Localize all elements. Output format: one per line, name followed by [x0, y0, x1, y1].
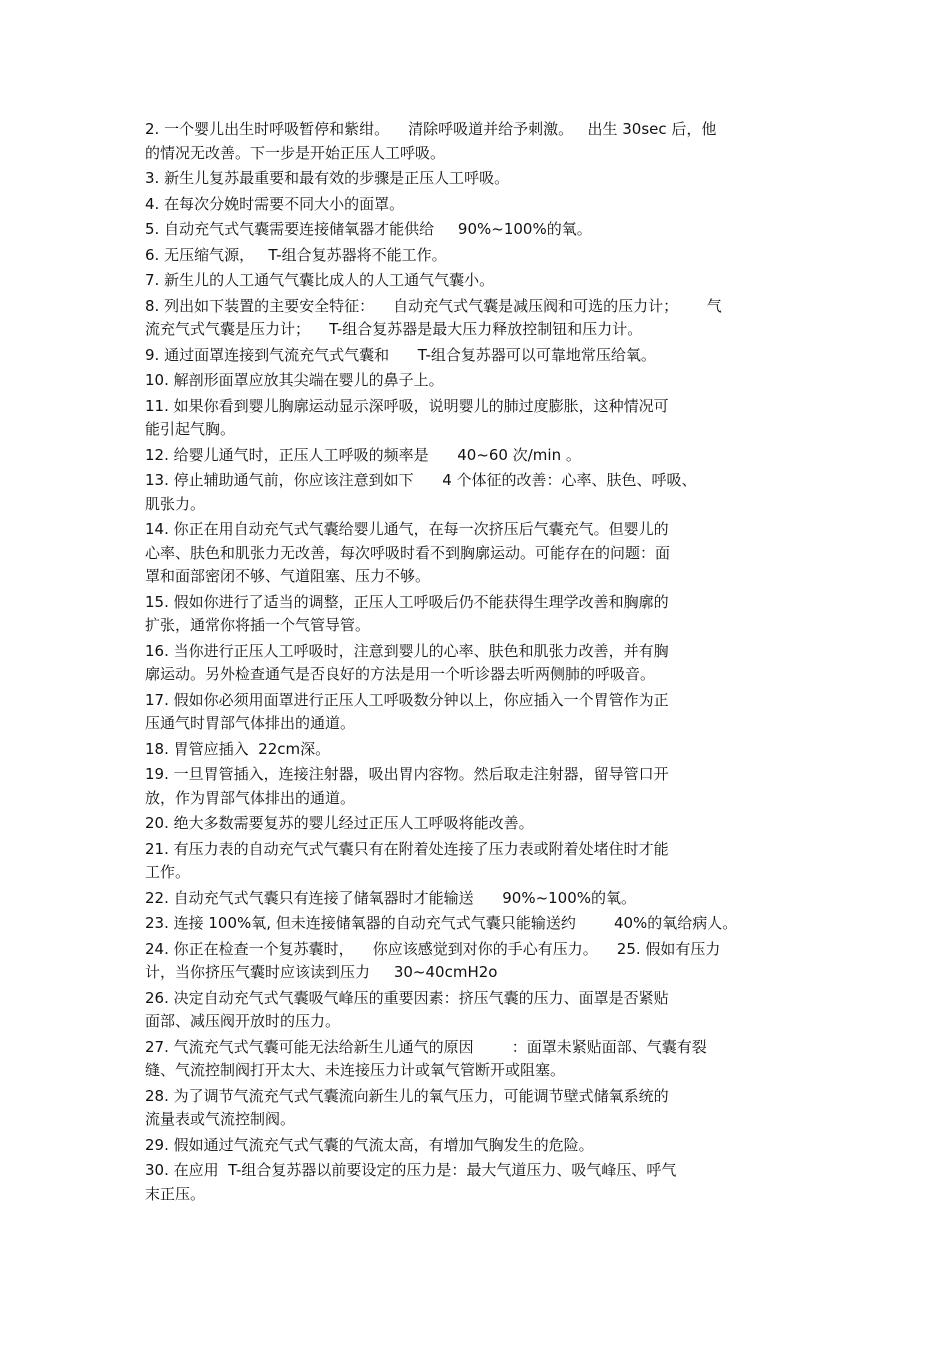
list-item [145, 193, 817, 217]
text-line: 29. 假如通过气流充气式气囊的气流太高，有增加气胸发生的危险。 [145, 1135, 594, 1154]
list-item [145, 395, 817, 442]
text-line: 18. 胃管应插入 22cm深。 [145, 739, 331, 758]
list-item [145, 591, 817, 638]
text-line: 末正压。 [145, 1184, 206, 1203]
text-line: 13. 停止辅助通气前，你应该注意到如下 4 个体征的改善：心率、肤色、呼吸、 [145, 471, 697, 489]
text-line: 8. 列出如下装置的主要安全特征： 自动充气式气囊是减压阀和可选的压力计； 气 [145, 296, 722, 315]
list-item [145, 912, 817, 936]
list-item [145, 812, 817, 836]
text-line: 28. 为了调节气流充气式气囊流向新生儿的氧气压力，可能调节壁式储氧系统的 [145, 1086, 669, 1105]
text-line: 3. 新生儿复苏最重要和最有效的步骤是正压人工呼吸。 [145, 169, 510, 187]
text-line: 26. 决定自动充气式气囊吸气峰压的重要因素：挤压气囊的压力、面罩是否紧贴 [145, 988, 669, 1007]
text-line: 30. 在应用 T-组合复苏器以前要设定的压力是：最大气道压力、吸气峰压、呼气 [145, 1161, 677, 1179]
list-item [145, 938, 817, 985]
list-item [145, 838, 817, 885]
text-line: 的情况无改善。下一步是开始正压人工呼吸。 [145, 143, 446, 162]
text-line: 工作。 [145, 863, 191, 881]
text-line: 缝、气流控制阀打开太大、未连接压力计或氧气管断开或阻塞。 [145, 1061, 566, 1079]
list-item [145, 269, 817, 293]
list-item [145, 444, 817, 468]
list-item [145, 689, 817, 736]
list-item [145, 118, 817, 165]
list-item [145, 1036, 817, 1083]
text-line: 6. 无压缩气源， T-组合复苏器将不能工作。 [145, 245, 447, 264]
text-line: 心率、肤色和肌张力无改善，每次呼吸时看不到胸廓运动。可能存在的问题：面 [145, 543, 671, 562]
text-line: 5. 自动充气式气囊需要连接储氧器才能供给 90%~100%的氧。 [145, 220, 592, 238]
text-line: 12. 给婴儿通气时，正压人工呼吸的频率是 40~60 次/min 。 [145, 445, 581, 464]
list-item [145, 987, 817, 1034]
text-line: 流量表或气流控制阀。 [145, 1110, 296, 1128]
list-item [145, 218, 817, 242]
text-line: 14. 你正在用自动充气式气囊给婴儿通气，在每一次挤压后气囊充气。但婴儿的 [145, 520, 669, 538]
text-line: 15. 假如你进行了适当的调整，正压人工呼吸后仍不能获得生理学改善和胸廓的 [145, 592, 669, 611]
list-item [145, 640, 817, 687]
text-line: 22. 自动充气式气囊只有连接了储氧器时才能输送 90%~100%的氧。 [145, 888, 637, 907]
list-item [145, 1085, 817, 1132]
text-line: 20. 绝大多数需要复苏的婴儿经过正压人工呼吸将能改善。 [145, 814, 534, 832]
list-item [145, 1159, 817, 1206]
text-line: 11. 如果你看到婴儿胸廓运动显示深呼吸，说明婴儿的肺过度膨胀，这种情况可 [145, 396, 669, 415]
text-line: 能引起气胸。 [145, 420, 236, 438]
text-line: 17. 假如你必须用面罩进行正压人工呼吸数分钟以上，你应插入一个胃管作为正 [145, 690, 669, 709]
list-item [145, 167, 817, 191]
text-line: 24. 你正在检查一个复苏囊时， 你应该感觉到对你的手心有压力。 25. 假如有压力 [145, 939, 721, 958]
text-line: 9. 通过面罩连接到气流充气式气囊和 T-组合复苏器可以可靠地常压给氧。 [145, 345, 656, 364]
list-item [145, 1134, 817, 1158]
list-item [145, 887, 817, 911]
text-line: 肌张力。 [145, 494, 206, 513]
question-list [145, 118, 817, 1208]
list-item [145, 295, 817, 342]
text-line: 2. 一个婴儿出生时呼吸暂停和紫绀。 清除呼吸道并给予刺激。 出生 30sec 后，他 [145, 120, 717, 138]
text-line: 19. 一旦胃管插入，连接注射器，吸出胃内容物。然后取走注射器，留导管口开 [145, 765, 669, 783]
list-item [145, 344, 817, 368]
list-item [145, 244, 817, 268]
text-line: 23. 连接 100%氧, 但未连接储氧器的自动充气式气囊只能输送约 40%的氧给病人。 [145, 914, 738, 932]
list-item [145, 518, 817, 589]
list-item [145, 763, 817, 810]
text-line: 27. 气流充气式气囊可能无法给新生儿通气的原因 ：面罩未紧贴面部、气囊有裂 [145, 1037, 707, 1056]
list-item [145, 738, 817, 762]
text-line: 流充气式气囊是压力计； T-组合复苏器是最大压力释放控制钮和压力计。 [145, 320, 643, 338]
text-line: 计，当你挤压气囊时应该读到压力 30~40cmH2o [145, 963, 498, 981]
list-item [145, 369, 817, 393]
text-line: 罩和面部密闭不够、气道阻塞、压力不够。 [145, 567, 431, 585]
text-line: 压通气时胃部气体排出的通道。 [145, 714, 356, 732]
text-line: 放，作为胃部气体排出的通道。 [145, 788, 356, 807]
text-line: 廓运动。另外检查通气是否良好的方法是用一个听诊器去听两侧肺的呼吸音。 [145, 665, 656, 683]
list-item [145, 469, 817, 516]
text-line: 21. 有压力表的自动充气式气囊只有在附着处连接了压力表或附着处堵住时才能 [145, 839, 669, 858]
text-line: 10. 解剖形面罩应放其尖端在婴儿的鼻子上。 [145, 371, 444, 389]
text-line: 7. 新生儿的人工通气气囊比成人的人工通气气囊小。 [145, 271, 495, 289]
text-line: 扩张，通常你将插一个气管导管。 [145, 616, 371, 634]
text-line: 面部、减压阀开放时的压力。 [145, 1012, 341, 1030]
text-line: 4. 在每次分娩时需要不同大小的面罩。 [145, 194, 405, 213]
text-line: 16. 当你进行正压人工呼吸时，注意到婴儿的心率、肤色和肌张力改善，并有胸 [145, 641, 669, 660]
